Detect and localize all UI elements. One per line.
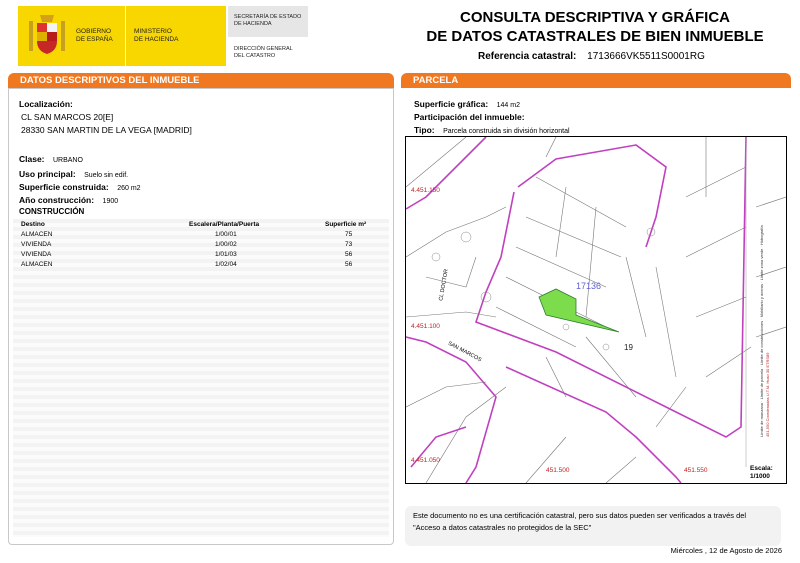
table-row: VIVIENDA [21,241,52,248]
map-legend: Límite de manzana · Límite de parcela · Límite de construcciones · Mobiliario y aceras · Límite zona verde · Hidrografía 451,550 Coordenadas U.T.M. Huso 30 ETRS89 [759,225,770,437]
location-line2: 28330 SAN MARTIN DE LA VEGA [MADRID] [21,125,192,135]
anio-row: Año construcción: 1900 [19,195,119,205]
coat-of-arms-icon [26,13,68,59]
construccion-title: CONSTRUCCIÓN [19,207,85,216]
footer-date: Miércoles , 12 de Agosto de 2026 [670,546,782,555]
table-row: ALMACEN [21,261,53,268]
uso-row: Uso principal: Suelo sin edif. [19,169,129,179]
disclaimer-notice: Este documento no es una certificación catastral, pero sus datos pueden ser verificados a través del "Acceso a datos catastrales no protegidos de la SEC" [405,506,781,546]
reference-row [478,51,705,62]
location-label: Localización: [19,99,73,109]
street-name-label: SAN MARCOS [446,340,483,364]
coord-x-2: 451.550 [684,467,708,474]
map-scale: Escala: 1/1000 [750,465,773,480]
highlighted-parcel-shape[interactable] [539,289,619,332]
descriptive-bar: DATOS DESCRIPTIVOS DEL INMUEBLE [8,73,394,88]
clase-row: Clase: URBANO [19,154,83,164]
coord-x-1: 451.500 [546,467,570,474]
parcel-ref-label: 17136 [576,281,602,291]
reference-value: 1713666VK5511S0001RG [587,51,705,62]
tipo-row: Tipo: Parcela construida sin división horizontal [414,125,570,135]
secretaria-text: SECRETARÍA DE ESTADO DE HACIENDA [234,14,302,27]
table-row: VIVIENDA [21,251,52,258]
participacion-row: Participación del inmueble: [414,112,525,122]
coord-label-mid: 4.451.100 [411,323,440,330]
superficie-row: Superficie construida: 260 m2 [19,182,141,192]
construction-table: Destino Escalera/Planta/Puerta Superficie m² ALMACEN 1/00/01 75 VIVIENDA 1/00/02 73 VIVIENDA 1/01/03 56 ALMACEN 1/02/04 56 [13,219,389,537]
col-header-superficie: Superficie m² [325,221,367,228]
parcela-superficie-row: Superficie gráfica: 144 m2 [414,99,520,109]
parcela-panel [401,73,791,88]
cadastral-map[interactable] [405,136,787,484]
direccion-text: DIRECCIÓN GENERAL DEL CATASTRO [234,46,293,59]
col-header-epp: Escalera/Planta/Puerta [189,221,260,228]
block-number: 19 [624,343,633,352]
gov-text: GOBIERNO DE ESPAÑA [76,28,113,43]
reference-label: Referencia catastral: [478,51,577,62]
page-title: CONSULTA DESCRIPTIVA Y GRÁFICA DE DATOS CATASTRALES DE BIEN INMUEBLE [426,9,764,45]
coord-label-bottom: 4.451.050 [411,457,440,464]
col-header-destino: Destino [21,221,45,228]
table-row: ALMACEN [21,231,53,238]
street-top-label: CL DOCTOR [438,268,450,302]
descriptive-panel [8,73,394,545]
ministry-text: MINISTERIO DE HACIENDA [134,28,179,43]
parcela-bar: PARCELA [401,73,791,88]
coord-label-top: 4.451.150 [411,187,440,194]
location-line1: CL SAN MARCOS 20[E] [21,112,114,122]
